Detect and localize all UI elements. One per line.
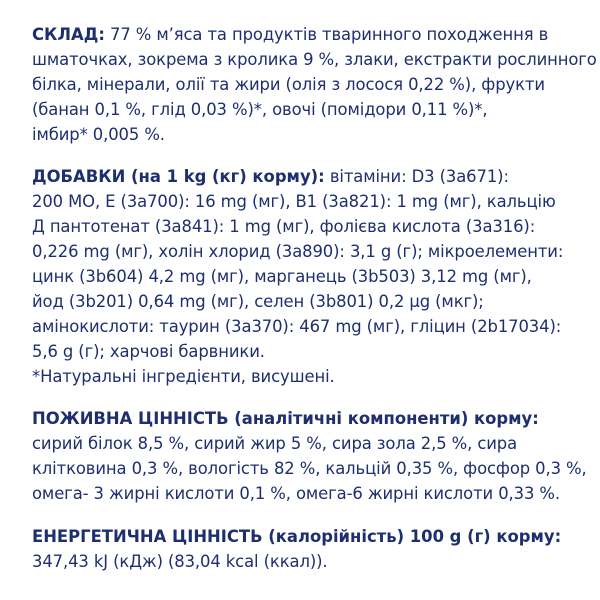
energy-heading: ЕНЕРГЕТИЧНА ЦІННІСТЬ (калорійність) 100 g (г) корму: xyxy=(32,527,562,546)
composition-line-1 xyxy=(32,22,588,47)
composition-line-4: (банан 0,1 %, глід 0,03 %)*, овочі (помідори 0,11 %)*, xyxy=(32,100,488,119)
additives-line-6: йод (3b201) 0,64 mg (мг), селен (3b801) 0,2 μg (мкг); xyxy=(32,292,484,311)
additives-text-1: вітаміни: D3 (3a671): xyxy=(329,167,509,186)
additives-line-8: 5,6 g (г); харчові барвники. xyxy=(32,342,265,361)
nutrition-line-3: омега- 3 жирні кислоти 0,1 %, омега-6 жирні кислоти 0,33 %. xyxy=(32,484,561,503)
energy-section xyxy=(32,524,588,574)
composition-heading: СКЛАД: xyxy=(32,25,105,44)
additives-line-7: амінокислоти: таурин (3а370): 467 mg (мг), гліцин (2b17034): xyxy=(32,317,562,336)
nutrition-heading: ПОЖИВНА ЦІННІСТЬ (аналітичні компоненти) корму: xyxy=(32,409,539,428)
energy-line-1: 347,43 kJ (кДж) (83,04 kcal (ккал)). xyxy=(32,552,328,571)
additives-heading: ДОБАВКИ (на 1 kg (кг) корму): xyxy=(32,167,325,186)
composition-text-1: 77 % м’яса та продуктів тваринного походження в xyxy=(110,25,549,44)
nutrition-section xyxy=(32,406,588,506)
additives-section xyxy=(32,164,588,389)
natural-ingredients-note: *Натуральні інгредієнти, висушені. xyxy=(32,367,335,386)
composition-line-3: білка, мінерали, олії та жири (олія з лосося 0,22 %), фрукти xyxy=(32,75,545,94)
nutrition-line-1: сирий білок 8,5 %, сирий жир 5 %, сира зола 2,5 %, сира xyxy=(32,434,518,453)
additives-line-1 xyxy=(32,164,588,189)
composition-line-5: імбир* 0,005 %. xyxy=(32,125,165,144)
composition-section xyxy=(32,22,597,147)
nutrition-line-2: клітковина 0,3 %, вологість 82 %, кальцій 0,35 %, фосфор 0,3 %, xyxy=(32,459,587,478)
product-label-document xyxy=(32,22,597,590)
additives-line-4: 0,226 mg (мг), холін хлорид (3а890): 3,1 g (г); мікроелементи: xyxy=(32,242,564,261)
additives-line-2: 200 МО, Е (3а700): 16 mg (мг), В1 (3а821): 1 mg (мг), кальцію xyxy=(32,192,556,211)
composition-line-2: шматочках, зокрема з кролика 9 %, злаки, екстракти рослинного xyxy=(32,50,597,69)
additives-line-3: Д пантотенат (3а841): 1 mg (мг), фолієва кислота (3а316): xyxy=(32,217,536,236)
additives-line-5: цинк (3b604) 4,2 mg (мг), марганець (3b503) 3,12 mg (мг), xyxy=(32,267,532,286)
